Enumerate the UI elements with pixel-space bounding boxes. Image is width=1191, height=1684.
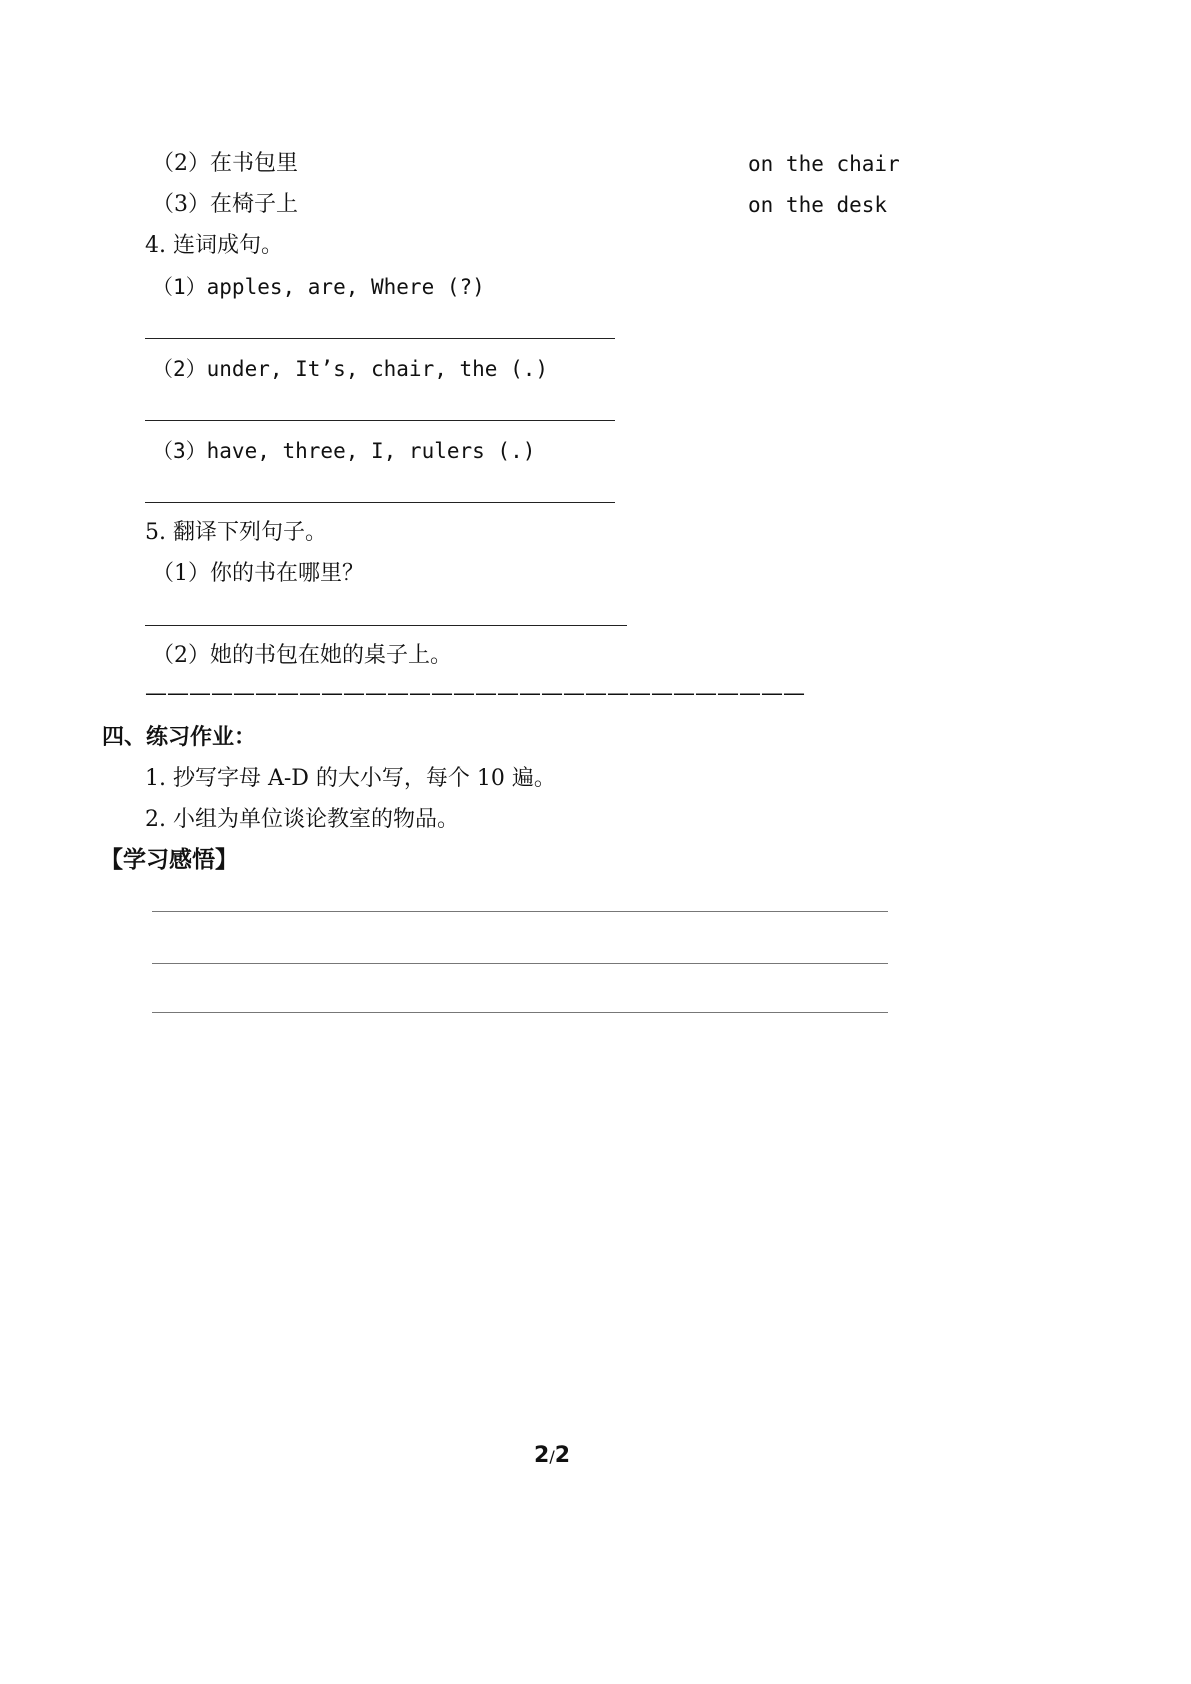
q4-item-2: （2）under, It’s, chair, the (.) <box>152 357 549 381</box>
q4-title: 4. 连词成句。 <box>145 233 283 258</box>
reflection-line-1[interactable] <box>152 911 888 912</box>
homework-heading: 四、练习作业： <box>102 725 257 750</box>
match-row-2-english: on the chair <box>748 152 900 176</box>
page-separator: / <box>549 1447 555 1466</box>
reflection-heading: 【学习感悟】 <box>100 847 238 873</box>
q5-item-2: （2）她的书包在她的桌子上。 <box>152 643 452 668</box>
q5-item-1: （1）你的书在哪里？ <box>152 561 364 586</box>
page-total: 2 <box>554 1443 571 1468</box>
q4-item-2-answer-line[interactable] <box>145 420 615 421</box>
q4-item-1-answer-line[interactable] <box>145 338 615 339</box>
q5-title: 5. 翻译下列句子。 <box>145 520 327 545</box>
match-row-2-chinese: （2）在书包里 <box>152 151 298 176</box>
match-row-3-chinese: （3）在椅子上 <box>152 192 298 217</box>
q4-item-1: （1）apples, are, Where (?) <box>152 275 485 299</box>
q5-item-1-answer-line[interactable] <box>145 625 627 626</box>
page-number <box>534 1442 570 1471</box>
q4-item-3: （3）have, three, I, rulers (.) <box>152 439 536 463</box>
reflection-line-2[interactable] <box>152 963 888 964</box>
homework-item-2: 2. 小组为单位谈论教室的物品。 <box>145 807 459 832</box>
reflection-line-3[interactable] <box>152 1012 888 1013</box>
homework-item-1: 1. 抄写字母 A-D 的大小写，每个 10 遍。 <box>145 766 556 791</box>
match-row-3-english: on the desk <box>748 193 888 217</box>
q4-item-3-answer-line[interactable] <box>145 502 615 503</box>
page-current: 2 <box>534 1443 550 1468</box>
q5-item-2-dash-answer-line[interactable]: —————————————————————————————— <box>145 681 805 706</box>
